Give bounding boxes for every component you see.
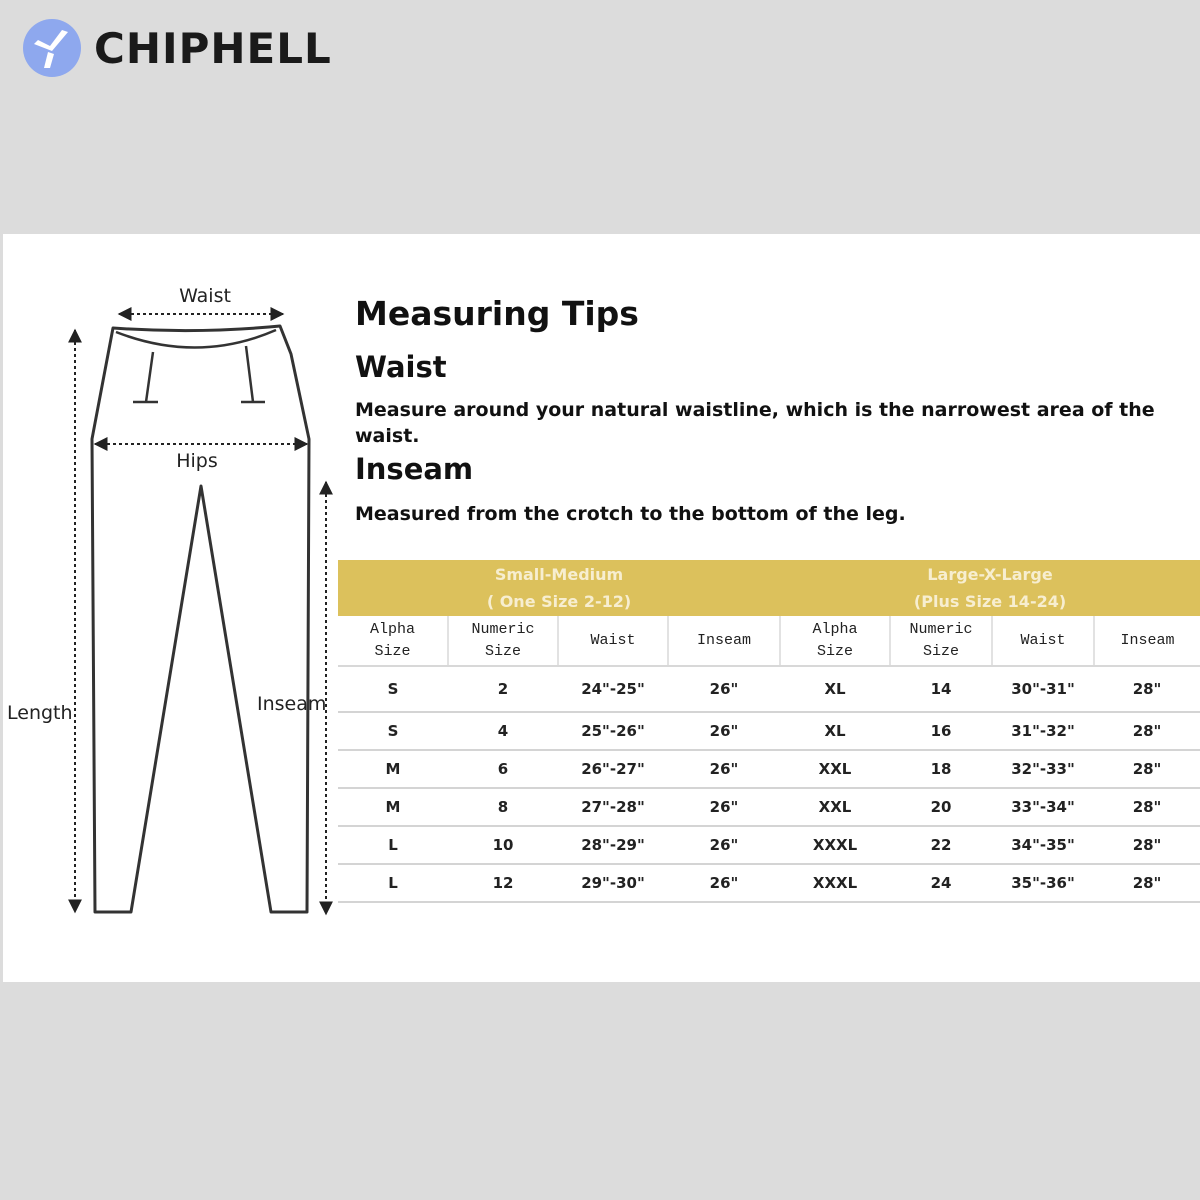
column-header-line: Inseam bbox=[1120, 631, 1175, 649]
measuring-tips bbox=[355, 294, 1195, 527]
column-header-line: Waist bbox=[1020, 631, 1066, 649]
column-header-line: Size bbox=[817, 642, 854, 660]
table-cell: XXXL bbox=[780, 864, 890, 902]
column-header-line: Inseam bbox=[697, 631, 752, 649]
table-cell: 32"-33" bbox=[992, 750, 1094, 788]
column-header bbox=[890, 616, 992, 666]
group-header-large-x-large bbox=[780, 560, 1200, 616]
table-row bbox=[338, 712, 1200, 750]
right-pocket bbox=[241, 346, 265, 402]
column-header bbox=[668, 616, 780, 666]
table-cell: 2 bbox=[448, 666, 558, 712]
table-cell: 26"-27" bbox=[558, 750, 668, 788]
table-cell: 24 bbox=[890, 864, 992, 902]
table-cell: 26" bbox=[668, 712, 780, 750]
brand-logo bbox=[22, 18, 332, 78]
column-header-line: Size bbox=[923, 642, 960, 660]
table-cell: L bbox=[338, 864, 448, 902]
table-cell: 28" bbox=[1094, 826, 1200, 864]
table-cell: 28" bbox=[1094, 864, 1200, 902]
column-header bbox=[1094, 616, 1200, 666]
table-cell: 25"-26" bbox=[558, 712, 668, 750]
table-cell: 12 bbox=[448, 864, 558, 902]
table-cell: 33"-34" bbox=[992, 788, 1094, 826]
column-header-line: Alpha bbox=[369, 620, 415, 638]
column-header bbox=[992, 616, 1094, 666]
table-row bbox=[338, 750, 1200, 788]
table-cell: 4 bbox=[448, 712, 558, 750]
table-cell: 28" bbox=[1094, 666, 1200, 712]
left-pocket bbox=[133, 352, 158, 402]
inseam-label: Inseam bbox=[257, 693, 327, 715]
waistband-curve bbox=[116, 330, 276, 348]
table-cell: 35"-36" bbox=[992, 864, 1094, 902]
table-cell: S bbox=[338, 666, 448, 712]
waist-heading: Waist bbox=[355, 350, 447, 384]
table-cell: 30"-31" bbox=[992, 666, 1094, 712]
table-row bbox=[338, 826, 1200, 864]
column-header bbox=[780, 616, 890, 666]
column-header-line: Alpha bbox=[812, 620, 858, 638]
table-cell: XL bbox=[780, 666, 890, 712]
size-chart-panel bbox=[3, 234, 1200, 982]
table-cell: S bbox=[338, 712, 448, 750]
table-cell: 16 bbox=[890, 712, 992, 750]
length-label: Length bbox=[7, 702, 73, 724]
waist-label: Waist bbox=[179, 285, 231, 307]
table-cell: 26" bbox=[668, 864, 780, 902]
table-cell: 20 bbox=[890, 788, 992, 826]
table-cell: 22 bbox=[890, 826, 992, 864]
table-cell: 18 bbox=[890, 750, 992, 788]
table-cell: 26" bbox=[668, 750, 780, 788]
table-cell: 26" bbox=[668, 788, 780, 826]
table-cell: 26" bbox=[668, 826, 780, 864]
table-row bbox=[338, 864, 1200, 902]
inseam-text: Measured from the crotch to the bottom of the leg. bbox=[355, 503, 906, 525]
tips-title: Measuring Tips bbox=[355, 294, 639, 333]
brand-name: CHIPHELL bbox=[94, 23, 332, 73]
group-header-small-medium bbox=[338, 560, 780, 616]
table-cell: 29"-30" bbox=[558, 864, 668, 902]
column-header-line: Size bbox=[374, 642, 411, 660]
column-header bbox=[558, 616, 668, 666]
table-cell: M bbox=[338, 788, 448, 826]
pants-measurement-diagram bbox=[3, 234, 348, 982]
column-header bbox=[448, 616, 558, 666]
table-cell: 6 bbox=[448, 750, 558, 788]
table-cell: 28" bbox=[1094, 788, 1200, 826]
table-cell: 26" bbox=[668, 666, 780, 712]
inseam-heading: Inseam bbox=[355, 452, 474, 486]
hips-label: Hips bbox=[176, 450, 218, 472]
table-cell: XXL bbox=[780, 788, 890, 826]
table-cell: 27"-28" bbox=[558, 788, 668, 826]
column-header-line: Waist bbox=[590, 631, 636, 649]
column-header-line: Size bbox=[484, 642, 521, 660]
table-cell: 28" bbox=[1094, 750, 1200, 788]
pants-outline bbox=[92, 326, 309, 912]
table-cell: XXL bbox=[780, 750, 890, 788]
group-subtitle: (Plus Size 14-24) bbox=[913, 592, 1067, 611]
table-cell: 31"-32" bbox=[992, 712, 1094, 750]
table-cell: 8 bbox=[448, 788, 558, 826]
waist-text: Measure around your natural waistline, which is the narrowest area of the waist. bbox=[355, 399, 1155, 447]
column-header bbox=[338, 616, 448, 666]
table-cell: 28" bbox=[1094, 712, 1200, 750]
table-cell: 14 bbox=[890, 666, 992, 712]
table-cell: 24"-25" bbox=[558, 666, 668, 712]
column-header-line: Numeric bbox=[909, 620, 973, 638]
group-title: Small-Medium bbox=[494, 565, 624, 584]
table-cell: XL bbox=[780, 712, 890, 750]
group-subtitle: ( One Size 2-12) bbox=[486, 592, 632, 611]
table-row bbox=[338, 788, 1200, 826]
column-header-line: Numeric bbox=[471, 620, 535, 638]
table-cell: XXXL bbox=[780, 826, 890, 864]
chiphell-logo-icon bbox=[22, 18, 82, 78]
table-body bbox=[338, 666, 1200, 902]
table-cell: M bbox=[338, 750, 448, 788]
column-header-row bbox=[338, 616, 1200, 666]
table-cell: 34"-35" bbox=[992, 826, 1094, 864]
group-title: Large-X-Large bbox=[927, 565, 1053, 584]
table-cell: 10 bbox=[448, 826, 558, 864]
size-chart-table bbox=[338, 560, 1200, 903]
table-row bbox=[338, 666, 1200, 712]
table-cell: 28"-29" bbox=[558, 826, 668, 864]
table-cell: L bbox=[338, 826, 448, 864]
